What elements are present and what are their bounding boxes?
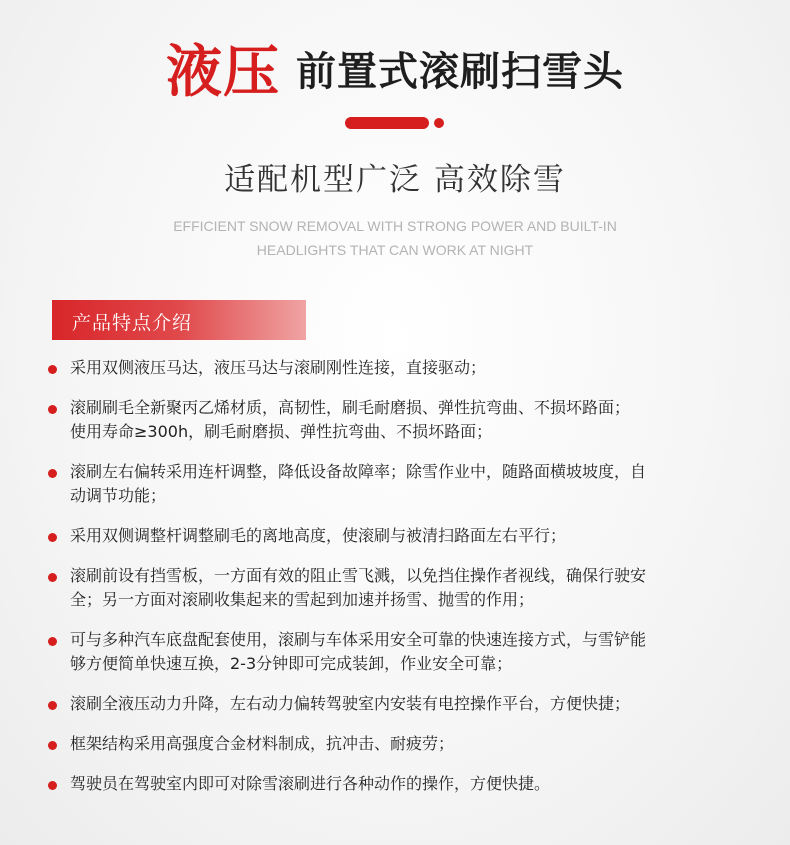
feature-text	[70, 564, 746, 612]
feature-line: 够方便简单快速互换，2-3分钟即可完成装卸，作业安全可靠；	[70, 654, 513, 673]
feature-line: 框架结构采用高强度合金材料制成，抗冲击、耐疲劳；	[70, 734, 455, 753]
feature-line: 动调节功能；	[70, 486, 167, 505]
feature-list	[46, 356, 746, 812]
feature-line: 可与多种汽车底盘配套使用，滚刷与车体采用安全可靠的快速连接方式，与雪铲能	[70, 630, 647, 649]
title-highlight: 液压	[166, 40, 280, 105]
bullet-icon	[48, 469, 57, 478]
bullet-icon	[48, 637, 57, 646]
bullet-icon	[48, 533, 57, 542]
feature-text	[70, 356, 746, 380]
feature-line: 滚刷全液压动力升降，左右动力偏转驾驶室内安装有电控操作平台，方便快捷；	[70, 694, 631, 713]
page-title	[0, 28, 790, 108]
bullet-icon	[48, 741, 57, 750]
feature-line: 滚刷左右偏转采用连杆调整，降低设备故障率；除雪作业中，随路面横坡坡度，自	[70, 462, 647, 481]
feature-line: 驾驶员在驾驶室内即可对除雪滚刷进行各种动作的操作，方便快捷。	[70, 774, 551, 793]
subtitle: 适配机型广泛 高效除雪	[224, 162, 566, 198]
bullet-icon	[48, 573, 57, 582]
feature-item	[46, 396, 746, 444]
feature-text	[70, 628, 746, 676]
feature-item	[46, 772, 746, 796]
section-title: 产品特点介绍	[72, 312, 193, 334]
bullet-icon	[48, 781, 57, 790]
english-line: EFFICIENT SNOW REMOVAL WITH STRONG POWER AND BUILT-IN	[173, 218, 617, 234]
feature-item	[46, 460, 746, 508]
feature-item	[46, 564, 746, 612]
feature-text	[70, 396, 746, 444]
feature-item	[46, 356, 746, 380]
feature-item	[46, 628, 746, 676]
feature-text	[70, 460, 746, 508]
section-header	[52, 300, 306, 340]
feature-text	[70, 732, 746, 756]
title-divider	[345, 117, 445, 129]
feature-item	[46, 732, 746, 756]
feature-line: 采用双侧液压马达，液压马达与滚刷刚性连接，直接驱动；	[70, 358, 487, 377]
feature-item	[46, 692, 746, 716]
bullet-icon	[48, 405, 57, 414]
divider-dot	[434, 118, 444, 128]
feature-line: 采用双侧调整杆调整刷毛的离地高度，使滚刷与被清扫路面左右平行；	[70, 526, 567, 545]
feature-text	[70, 692, 746, 716]
feature-text	[70, 524, 746, 548]
feature-text	[70, 772, 746, 796]
feature-line: 全；另一方面对滚刷收集起来的雪起到加速并扬雪、抛雪的作用；	[70, 590, 535, 609]
title-rest: 前置式滚刷扫雪头	[296, 48, 624, 95]
feature-line: 滚刷刷毛全新聚丙乙烯材质，高韧性，刷毛耐磨损、弹性抗弯曲、不损坏路面；	[70, 398, 631, 417]
feature-line: 使用寿命≥300h，刷毛耐磨损、弹性抗弯曲、不损坏路面；	[70, 422, 493, 441]
english-tagline	[0, 214, 790, 262]
feature-item	[46, 524, 746, 548]
english-line: HEADLIGHTS THAT CAN WORK AT NIGHT	[256, 242, 534, 258]
bullet-icon	[48, 701, 57, 710]
bullet-icon	[48, 365, 57, 374]
feature-line: 滚刷前设有挡雪板，一方面有效的阻止雪飞溅，以免挡住操作者视线，确保行驶安	[70, 566, 647, 585]
divider-bar	[345, 117, 429, 129]
